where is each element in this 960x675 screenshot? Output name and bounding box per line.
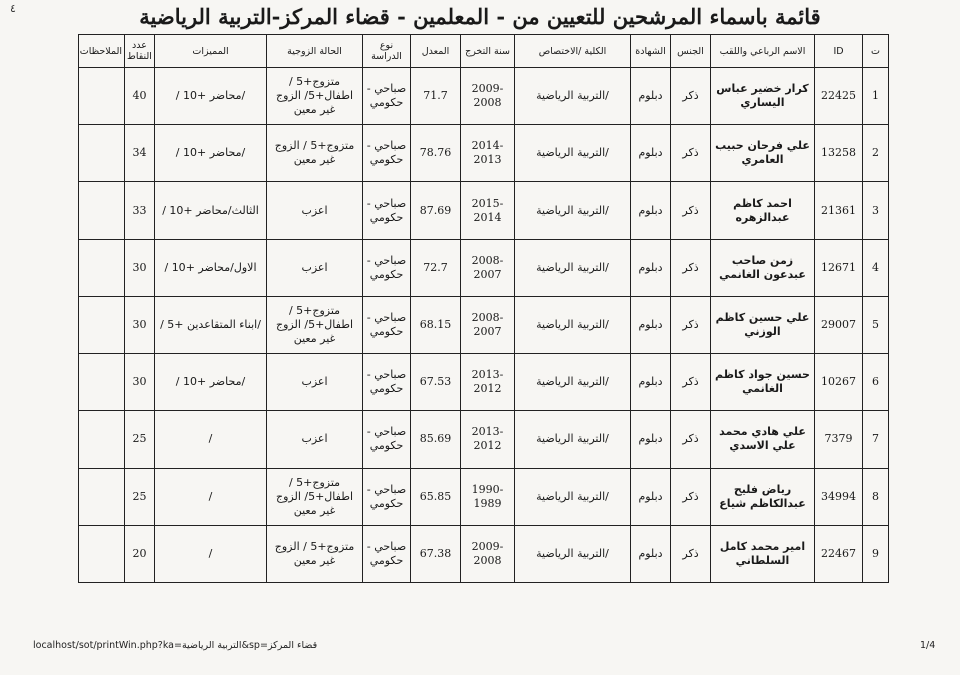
cell-marital: اعزب bbox=[267, 182, 363, 239]
cell-gender: ذكر bbox=[671, 354, 711, 411]
cell-grad-year: 2014-2013 bbox=[461, 125, 515, 182]
cell-features: /محاضر +10 / bbox=[155, 68, 267, 125]
header-seq: ت bbox=[863, 35, 889, 68]
cell-name: علي فرحان حبيب العامري bbox=[711, 125, 815, 182]
cell-points: 40 bbox=[125, 68, 155, 125]
table-row bbox=[79, 411, 889, 468]
header-grad-year: سنة التخرج bbox=[461, 35, 515, 68]
cell-college: /التربية الرياضية bbox=[515, 354, 631, 411]
header-study-type: نوع الدراسة bbox=[363, 35, 411, 68]
cell-name: علي حسين كاظم الوزني bbox=[711, 296, 815, 353]
cell-id: 10267 bbox=[815, 354, 863, 411]
cell-id: 29007 bbox=[815, 296, 863, 353]
cell-gender: ذكر bbox=[671, 125, 711, 182]
cell-points: 20 bbox=[125, 525, 155, 582]
cell-marital: متزوج+5 / اطفال+5/ الزوج غير معين bbox=[267, 68, 363, 125]
table-row bbox=[79, 525, 889, 582]
cell-id: 22467 bbox=[815, 525, 863, 582]
cell-average: 67.38 bbox=[411, 525, 461, 582]
cell-seq: 9 bbox=[863, 525, 889, 582]
cell-college: /التربية الرياضية bbox=[515, 182, 631, 239]
cell-id: 7379 bbox=[815, 411, 863, 468]
cell-college: /التربية الرياضية bbox=[515, 239, 631, 296]
cell-id: 21361 bbox=[815, 182, 863, 239]
cell-features: /محاضر +10 / bbox=[155, 354, 267, 411]
cell-marital: متزوج+5 / اطفال+5/ الزوج غير معين bbox=[267, 468, 363, 525]
cell-notes bbox=[79, 296, 125, 353]
cell-points: 30 bbox=[125, 296, 155, 353]
cell-id: 13258 bbox=[815, 125, 863, 182]
cell-features: / bbox=[155, 525, 267, 582]
cell-marital: اعزب bbox=[267, 354, 363, 411]
cell-study-type: صباحي - حكومي bbox=[363, 182, 411, 239]
cell-average: 78.76 bbox=[411, 125, 461, 182]
cell-name: زمن صاحب عبدعون الغانمي bbox=[711, 239, 815, 296]
cell-degree: دبلوم bbox=[631, 296, 671, 353]
cell-gender: ذكر bbox=[671, 525, 711, 582]
header-degree: الشهادة bbox=[631, 35, 671, 68]
cell-points: 30 bbox=[125, 239, 155, 296]
cell-notes bbox=[79, 468, 125, 525]
cell-average: 68.15 bbox=[411, 296, 461, 353]
cell-seq: 1 bbox=[863, 68, 889, 125]
cell-degree: دبلوم bbox=[631, 525, 671, 582]
cell-features: الثالث/محاضر +10 / bbox=[155, 182, 267, 239]
table-row bbox=[79, 354, 889, 411]
header-marital: الحالة الزوجية bbox=[267, 35, 363, 68]
cell-seq: 8 bbox=[863, 468, 889, 525]
table-row bbox=[79, 239, 889, 296]
cell-notes bbox=[79, 411, 125, 468]
table-header-row bbox=[79, 35, 889, 68]
cell-seq: 7 bbox=[863, 411, 889, 468]
cell-average: 72.7 bbox=[411, 239, 461, 296]
cell-name: علي هادي محمد علي الاسدي bbox=[711, 411, 815, 468]
cell-name: رياض فليح عبدالكاظم شياع bbox=[711, 468, 815, 525]
cell-notes bbox=[79, 354, 125, 411]
table-row bbox=[79, 468, 889, 525]
header-points: عدد النقاط bbox=[125, 35, 155, 68]
cell-gender: ذكر bbox=[671, 468, 711, 525]
cell-grad-year: 2009-2008 bbox=[461, 68, 515, 125]
cell-college: /التربية الرياضية bbox=[515, 468, 631, 525]
footer-print-url: localhost/sot/printWin.php?ka=التربية الرياضية&sp=قضاء المركز bbox=[33, 640, 318, 651]
table-row bbox=[79, 125, 889, 182]
cell-gender: ذكر bbox=[671, 296, 711, 353]
cell-grad-year: 2013-2012 bbox=[461, 411, 515, 468]
cell-study-type: صباحي - حكومي bbox=[363, 411, 411, 468]
cell-study-type: صباحي - حكومي bbox=[363, 125, 411, 182]
cell-name: امير محمد كامل السلطاني bbox=[711, 525, 815, 582]
cell-points: 34 bbox=[125, 125, 155, 182]
cell-grad-year: 2015-2014 bbox=[461, 182, 515, 239]
cell-degree: دبلوم bbox=[631, 182, 671, 239]
cell-average: 65.85 bbox=[411, 468, 461, 525]
footer-page-number: 1/4 bbox=[920, 640, 936, 651]
cell-notes bbox=[79, 239, 125, 296]
cell-degree: دبلوم bbox=[631, 239, 671, 296]
cell-degree: دبلوم bbox=[631, 354, 671, 411]
cell-id: 22425 bbox=[815, 68, 863, 125]
cell-average: 87.69 bbox=[411, 182, 461, 239]
cell-features: / bbox=[155, 411, 267, 468]
cell-marital: متزوج+5 / اطفال+5/ الزوج غير معين bbox=[267, 296, 363, 353]
cell-study-type: صباحي - حكومي bbox=[363, 68, 411, 125]
cell-grad-year: 2013-2012 bbox=[461, 354, 515, 411]
header-average: المعدل bbox=[411, 35, 461, 68]
header-name: الاسم الرباعي واللقب bbox=[711, 35, 815, 68]
cell-name: حسين جواد كاظم الغانمي bbox=[711, 354, 815, 411]
cell-points: 25 bbox=[125, 468, 155, 525]
cell-degree: دبلوم bbox=[631, 125, 671, 182]
cell-features: /ابناء المتقاعدين +5 / bbox=[155, 296, 267, 353]
table-row bbox=[79, 68, 889, 125]
cell-seq: 6 bbox=[863, 354, 889, 411]
cell-gender: ذكر bbox=[671, 68, 711, 125]
cell-name: كرار خضير عباس اليساري bbox=[711, 68, 815, 125]
cell-study-type: صباحي - حكومي bbox=[363, 525, 411, 582]
cell-marital: اعزب bbox=[267, 239, 363, 296]
cell-gender: ذكر bbox=[671, 239, 711, 296]
cell-features: الاول/محاضر +10 / bbox=[155, 239, 267, 296]
cell-notes bbox=[79, 182, 125, 239]
cell-study-type: صباحي - حكومي bbox=[363, 468, 411, 525]
page-title: قائمة باسماء المرشحين للتعيين من - المعلمين - قضاء المركز-التربية الرياضية bbox=[139, 4, 821, 29]
cell-seq: 2 bbox=[863, 125, 889, 182]
cell-marital: متزوج+5 / الزوج غير معين bbox=[267, 125, 363, 182]
cell-college: /التربية الرياضية bbox=[515, 296, 631, 353]
candidates-table bbox=[78, 34, 889, 583]
header-features: المميزات bbox=[155, 35, 267, 68]
cell-seq: 3 bbox=[863, 182, 889, 239]
cell-average: 85.69 bbox=[411, 411, 461, 468]
header-notes: الملاحظات bbox=[79, 35, 125, 68]
cell-study-type: صباحي - حكومي bbox=[363, 296, 411, 353]
table-row bbox=[79, 296, 889, 353]
cell-grad-year: 2008-2007 bbox=[461, 239, 515, 296]
cell-study-type: صباحي - حكومي bbox=[363, 239, 411, 296]
cell-id: 12671 bbox=[815, 239, 863, 296]
cell-college: /التربية الرياضية bbox=[515, 125, 631, 182]
cell-points: 33 bbox=[125, 182, 155, 239]
cell-points: 25 bbox=[125, 411, 155, 468]
cell-id: 34994 bbox=[815, 468, 863, 525]
cell-degree: دبلوم bbox=[631, 411, 671, 468]
cell-grad-year: 2009-2008 bbox=[461, 525, 515, 582]
cell-college: /التربية الرياضية bbox=[515, 68, 631, 125]
cell-degree: دبلوم bbox=[631, 468, 671, 525]
cell-grad-year: 2008-2007 bbox=[461, 296, 515, 353]
cell-gender: ذكر bbox=[671, 182, 711, 239]
table-row bbox=[79, 182, 889, 239]
cell-notes bbox=[79, 68, 125, 125]
cell-name: احمد كاظم عبدالزهره bbox=[711, 182, 815, 239]
cell-notes bbox=[79, 125, 125, 182]
corner-mark: ٤ bbox=[10, 2, 16, 15]
cell-study-type: صباحي - حكومي bbox=[363, 354, 411, 411]
cell-gender: ذكر bbox=[671, 411, 711, 468]
header-gender: الجنس bbox=[671, 35, 711, 68]
cell-grad-year: 1990-1989 bbox=[461, 468, 515, 525]
cell-average: 67.53 bbox=[411, 354, 461, 411]
header-college: الكلية /الاختصاص bbox=[515, 35, 631, 68]
cell-marital: متزوج+5 / الزوج غير معين bbox=[267, 525, 363, 582]
cell-seq: 4 bbox=[863, 239, 889, 296]
header-id: ID bbox=[815, 35, 863, 68]
cell-degree: دبلوم bbox=[631, 68, 671, 125]
cell-notes bbox=[79, 525, 125, 582]
cell-average: 71.7 bbox=[411, 68, 461, 125]
cell-college: /التربية الرياضية bbox=[515, 525, 631, 582]
cell-points: 30 bbox=[125, 354, 155, 411]
cell-marital: اعزب bbox=[267, 411, 363, 468]
cell-features: / bbox=[155, 468, 267, 525]
cell-seq: 5 bbox=[863, 296, 889, 353]
cell-features: /محاضر +10 / bbox=[155, 125, 267, 182]
cell-college: /التربية الرياضية bbox=[515, 411, 631, 468]
